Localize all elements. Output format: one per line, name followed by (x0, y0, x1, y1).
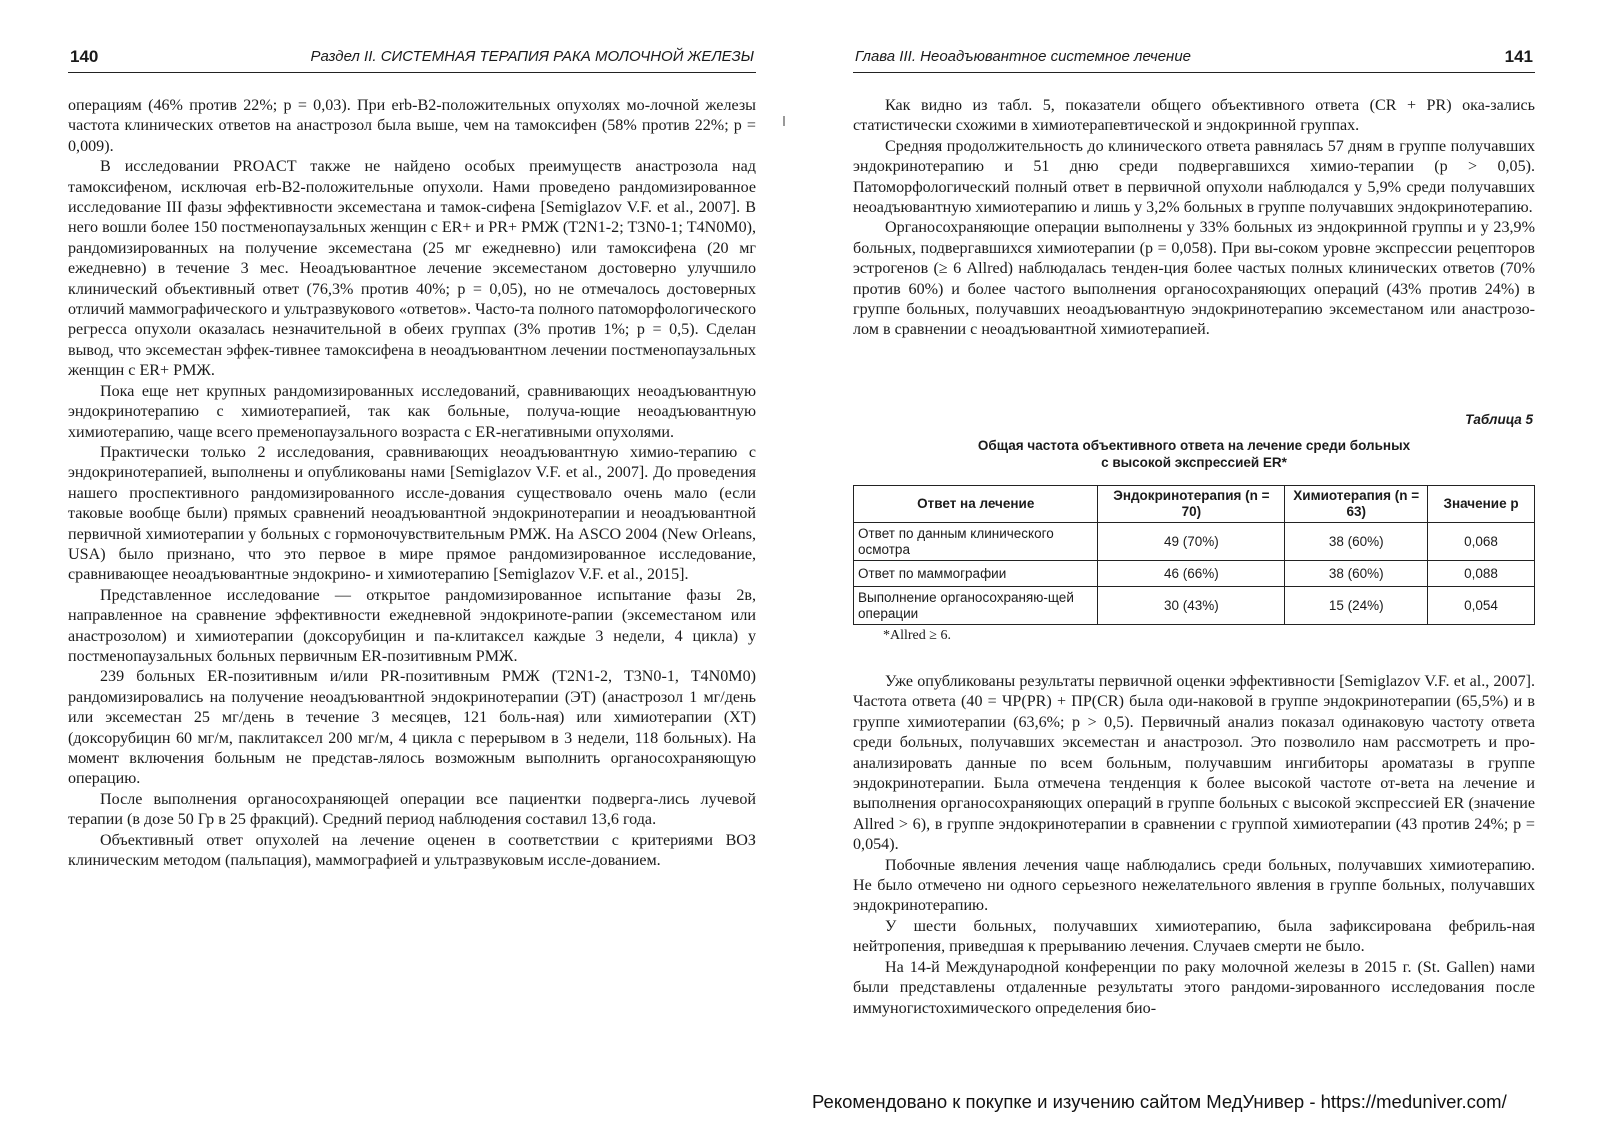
right-running-head (853, 44, 1535, 73)
results-table (853, 485, 1535, 625)
paragraph: операциям (46% против 22%; p = 0,03). При erb-B2-положительных опухолях мо-лочной железы частота клинических ответов на анастрозол была выше, чем на тамоксифен (58% против 22%; p = 0,009). (68, 97, 756, 155)
table-cell: 38 (60%) (1285, 561, 1428, 587)
page-number: 140 (70, 47, 99, 66)
table-header-row (854, 486, 1535, 523)
paragraph: Практически только 2 исследования, сравнивающих неоадъювантную химио-терапию с эндокринотерапией, выполнены и опубликованы нами [Semiglazov V.F. et al., 2007]. До проведения нашего проспективного рандомизированного иссле-дования существовало очень мало (если таковые вообще были) прямых сравнений неоадъювантной эндокринотерапии и неоадъювантной первичной химиотерапии у больных с гормоночувствительным РМЖ. На ASCO 2004 (New Orleans, USA) было признано, что это первое в мире прямое рандомизированное исследование, сравнивающее неоадъювантные эндокрино- и химиотерапию [Semiglazov V.F. et al., 2015]. (68, 443, 756, 584)
table-cell: 15 (24%) (1285, 587, 1428, 625)
table-cell: Ответ по данным клинического осмотра (854, 523, 1098, 561)
paragraph: После выполнения органосохраняющей операции все пациентки подверга-лись лучевой терапии (в дозе 50 Гр в 25 фракций). Средний период наблюдения составил 13,6 года. (68, 790, 756, 829)
page-number: 141 (1504, 47, 1533, 66)
table-caption: Таблица 5 (1465, 412, 1533, 427)
paragraph: Органосохраняющие операции выполнены у 33% больных из эндокринной группы и у 23,9% больных, подвергавшихся химиотерапии (p = 0,058). При вы-соком уровне экспрессии рецепторов эстрогенов (≥ 6 Allred) наблюдалась тенден-ция более частых полных клинических ответов (70% против 60%) и более частого выполнения органосохраняющих операций (43% против 24%) в группе больных, получавших неоадъювантную эндокринотерапию эксеместаном или анастрозо-лом в сравнении с неоадъювантной химиотерапией. (853, 219, 1535, 339)
table-cell: 46 (66%) (1098, 561, 1285, 587)
paragraph: Как видно из табл. 5, показатели общего объективного ответа (CR + PR) ока-зались статистически схожими в химиотерапевтической и эндокринной группах. (853, 97, 1535, 135)
table-title (853, 437, 1535, 471)
table-cell: Выполнение органосохраняю-щей операции (854, 587, 1098, 625)
table-cell: 0,054 (1428, 587, 1535, 625)
table-cell: 0,068 (1428, 523, 1535, 561)
column-header: Значение p (1428, 486, 1535, 523)
paragraph: Представленное исследование — открытое рандомизированное испытание фазы 2в, направленное на сравнение эффективности ежедневной эндокриноте-рапии (эксеместаном или анастрозолом) и химиотерапии (доксорубицин и па-клитаксел каждые 3 недели, 4 цикла) у постменопаузальных больных первичным ER-позитивным РМЖ. (68, 586, 756, 665)
paragraph: В исследовании PROACT также не найдено особых преимуществ анастрозола над тамоксифеном, исключая erb-B2-положительные опухоли. Нами проведено рандомизированное исследование III фазы эффективности эксеместана и тамок-сифена [Semiglazov V.F. et al., 2007]. В него вошли более 150 постменопаузальных женщин с ER+ и PR+ РМЖ (T2N1-2; T3N0-1; T4N0M0), рандомизированных на получение эксеместана (25 мг ежедневно) или тамоксифена (20 мг ежедневно) в течение 3 мес. Неоадъювантное лечение эксеместаном достоверно улучшило клинический объективный ответ (76,3% против 40%; p = 0,05), но не отмечалось достоверных отличий маммографического и ультразвукового «ответов». Часто-та полного патоморфологического регресса опухоли оказалась незначительной в обеих группах (3% против 1%; p = 0,5). Сделан вывод, что эксеместан эффек-тивнее тамоксифена в неоадъювантном лечении постменопаузальных женщин с ER+ РМЖ. (68, 158, 756, 380)
section-title: Раздел II. СИСТЕМНАЯ ТЕРАПИЯ РАКА МОЛОЧНОЙ ЖЕЛЕЗЫ (310, 48, 754, 65)
paragraph: Побочные явления лечения чаще наблюдались среди больных, получавших химиотерапию. Не было отмечено ни одного серьезного нежелательного явления в группе больных, получавших эндокринотерапию. (853, 856, 1535, 915)
left-page (68, 0, 756, 1090)
column-header: Ответ на лечение (854, 486, 1098, 523)
table-footnote: *Allred ≥ 6. (883, 628, 951, 643)
paragraph: 239 больных ER-позитивным и/или PR-позитивным РМЖ (T2N1-2, T3N0-1, T4N0M0) рандомизировались на получение неоадъювантной эндокринотерапии (ЭТ) (анастрозол 1 мг/день или эксеместан 25 мг/день в течение 3 месяцев, 121 боль-ная) или химиотерапии (ХТ) (доксорубицин 60 мг/м, паклитаксел 200 мг/м, 4 цикла с перерывом в 3 недели, 118 больных). На момент включения больным не представ-лялось возможным выполнить органосохраняющую операцию. (68, 668, 756, 788)
right-page (853, 0, 1535, 1090)
chapter-title: Глава III. Неоадъювантное системное лечение (855, 48, 1191, 65)
column-header: Эндокринотерапия (n = 70) (1098, 486, 1285, 523)
table-cell: 38 (60%) (1285, 523, 1428, 561)
table-row (854, 561, 1535, 587)
table-title-line: с высокой экспрессией ER* (1101, 455, 1287, 470)
left-running-head (68, 44, 756, 73)
left-body-text (68, 96, 756, 871)
gutter-mark (783, 116, 785, 126)
table-title-line: Общая частота объективного ответа на лечение среди больных (977, 438, 1411, 453)
table-row (854, 587, 1535, 625)
table-cell: 0,088 (1428, 561, 1535, 587)
paragraph: Объективный ответ опухолей на лечение оценен в соответствии с критериями ВОЗ клиническим методом (пальпация), маммографией и ультразвуковым иссле-дованием. (68, 831, 756, 870)
paragraph: У шести больных, получавших химиотерапию, была зафиксирована фебриль-ная нейтропения, приведшая к прерыванию лечения. Случаев смерти не было. (853, 917, 1535, 956)
table-cell: Ответ по маммографии (854, 561, 1098, 587)
paragraph: Уже опубликованы результаты первичной оценки эффективности [Semiglazov V.F. et al., 2007]. Частота ответа (40 = ЧР(PR) + ПР(CR) была оди-наковой в группе эндокринотерапии (65,5%) и в группе химиотерапии (63,6%; p > 0,5). Первичный анализ показал одинаковую частоту ответа среди больных, получавших эксеместан и анастрозол. Это позволило нам рассмотреть и про-анализировать данные по всем больным, получавшим ингибиторы ароматазы в группе эндокринотерапии. Была отмечена тенденция к более высокой частоте от-вета на лечение и выполнения органосохраняющих операций в группе больных с высокой экспрессией ER (значение Allred > 6), в группе эндокринотерапии в сравнении с группой химиотерапии (43 против 24%; p = 0,054). (853, 673, 1535, 854)
table-cell: 30 (43%) (1098, 587, 1285, 625)
paragraph: Средняя продолжительность до клинического ответа равнялась 57 дням в группе получавших эндокринотерапию и 51 дню среди подвергавшихся химио-терапии (p > 0,05). Патоморфологический полный ответ в первичной опухоли наблюдался у 5,9% среди получавших неоадъювантную химиотерапию и лишь у 3,2% больных в группе получавших эндокринотерапию. (853, 137, 1535, 217)
paragraph: Пока еще нет крупных рандомизированных исследований, сравнивающих неоадъювантную эндокринотерапию с химиотерапией, так как больные, получа-ющие неоадъювантную химиотерапию, чаще всего пременопаузального возраста с ER-негативными опухолями. (68, 382, 756, 441)
table-row (854, 523, 1535, 561)
watermark-text: Рекомендовано к покупке и изучению сайтом МедУнивер - https://meduniver.com/ (812, 1091, 1507, 1112)
right-body-text-top (853, 96, 1535, 341)
paragraph: На 14-й Международной конференции по раку молочной железы в 2015 г. (St. Gallen) нами были представлены отдаленные результаты этого рандоми-зированного исследования после иммуногистохимического определения био- (853, 958, 1535, 1017)
right-body-text-bottom (853, 672, 1535, 1019)
table-cell: 49 (70%) (1098, 523, 1285, 561)
column-header: Химиотерапия (n = 63) (1285, 486, 1428, 523)
